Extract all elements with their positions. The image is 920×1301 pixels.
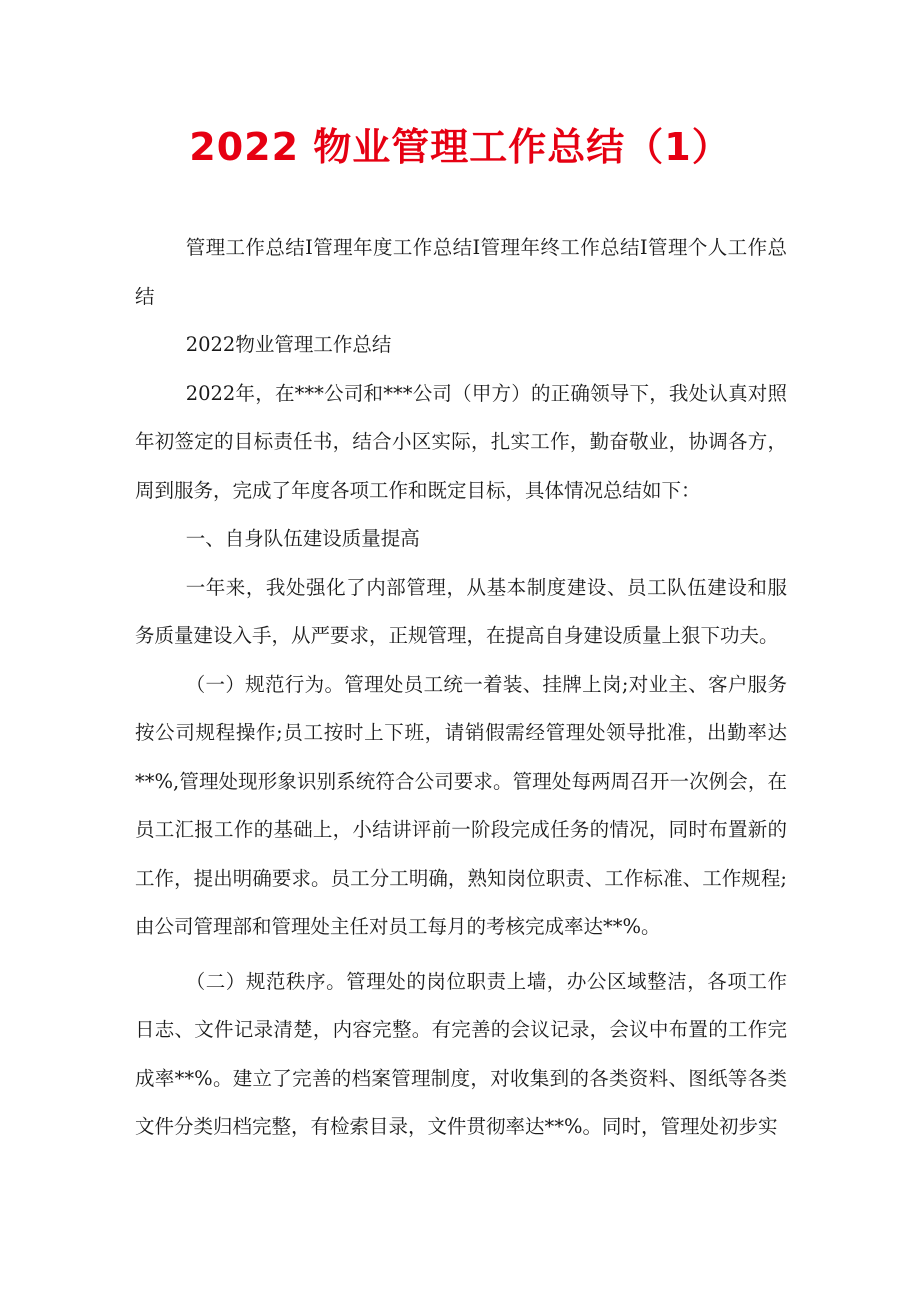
document-title: 2022 物业管理工作总结（1） xyxy=(189,125,731,169)
paragraph-subtitle: 2022物业管理工作总结 xyxy=(185,333,392,356)
paragraph-keywords: 管理工作总结I管理年度工作总结I管理年终工作总结I管理个人工作总结 xyxy=(135,236,787,308)
paragraph-section-intro: 一年来，我处强化了内部管理，从基本制度建设、员工队伍建设和服务质量建设入手，从严要求，正规管理，在提高自身建设质量上狠下功夫。 xyxy=(135,575,787,647)
section-heading: 一、自身队伍建设质量提高 xyxy=(185,527,420,550)
paragraph-behavior: （一）规范行为。管理处员工统一着装、挂牌上岗;对业主、客户服务按公司规程操作;员工按时上下班，请销假需经管理处领导批准，出勤率达**%,管理处现形象识别系统符合公司要求。管理处每两周召开一次例会，在员工汇报工作的基础上，小结讲评前一阶段完成任务的情况，同时布置新的工作，提出明确要求。员工分工明确，熟知岗位职责、工作标准、工作规程;由公司管理部和管理处主任对员工每月的考核完成率达**%。 xyxy=(135,672,787,938)
document-body xyxy=(135,224,787,1152)
paragraph-order: （二）规范秩序。管理处的岗位职责上墙，办公区域整洁，各项工作日志、文件记录清楚，内容完整。有完善的会议记录，会议中布置的工作完成率**%。建立了完善的档案管理制度，对收集到的各类资料、图纸等各类文件分类归档完整，有检索目录，文件贯彻率达**%。同时，管理处初步实 xyxy=(135,969,787,1138)
paragraph-intro: 2022年，在***公司和***公司（甲方）的正确领导下，我处认真对照年初签定的目标责任书，结合小区实际，扎实工作，勤奋敬业，协调各方，周到服务，完成了年度各项工作和既定目标，具体情况总结如下： xyxy=(135,381,787,502)
